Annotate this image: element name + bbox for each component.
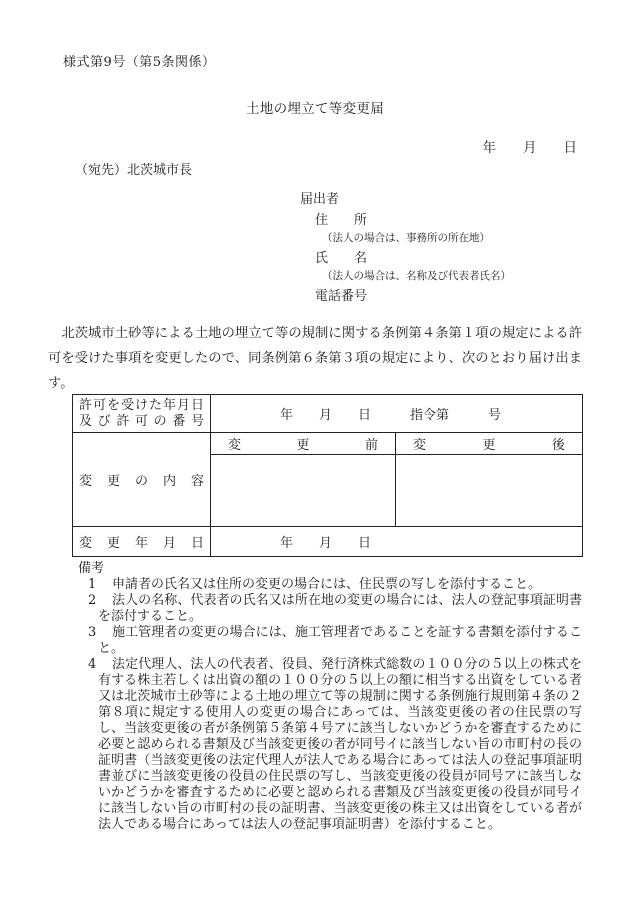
before-change-value-cell — [211, 455, 396, 527]
declarant-block — [300, 193, 511, 303]
change-details-table — [72, 394, 583, 557]
phone-label: 電話番号 — [315, 289, 368, 304]
note-text: 申請者の氏名又は住所の変更の場合には、住民票の写しを添付すること。 — [112, 577, 542, 592]
change-content-header: 変更の内容 — [73, 433, 211, 527]
page-title: 土地の埋立て等変更届 — [246, 101, 384, 117]
body-paragraph: 北茨城市土砂等による土地の埋立て等の規制に関する条例第４条第１項の規定による許可を受けた事項を変更したので、同条例第６条第３項の規定により、次のとおり届け出ます。 — [48, 326, 582, 391]
addressee-line: （宛先）北茨城市長 — [75, 163, 193, 178]
note-text: 施工管理者の変更の場合には、施工管理者であることを証する書類を添付すること。 — [98, 625, 582, 656]
address-label: 住 所 — [315, 213, 368, 228]
before-change-header: 変更前 — [211, 433, 396, 455]
note-number: 4 — [88, 657, 97, 672]
change-date-header: 変更年月日 — [73, 527, 211, 557]
permit-header-line1: 許可を受けた年月日 — [79, 397, 204, 413]
note-text: 法人の名称、代表者の氏名又は所在地の変更の場合には、法人の登記事項証明書を添付すること。 — [98, 593, 582, 624]
after-change-header: 変更後 — [396, 433, 583, 455]
change-date-row — [73, 527, 583, 557]
permit-date-number-header — [73, 395, 211, 433]
note-item-1 — [88, 577, 582, 593]
name-note: （法人の場合は、名称及び代表者氏名） — [322, 270, 511, 282]
submission-date-line: 年 月 日 — [482, 140, 577, 156]
permit-header-line2: 及び許可の番号 — [79, 413, 204, 429]
notes-label: 備考 — [78, 561, 105, 576]
form-number: 様式第9号（第5条関係） — [63, 55, 216, 70]
before-after-header-row — [73, 433, 583, 455]
declarant-label: 届出者 — [300, 192, 340, 207]
notes-section — [48, 561, 584, 833]
name-label: 氏 名 — [315, 251, 368, 266]
permit-row — [73, 395, 583, 433]
after-change-value-cell — [396, 455, 583, 527]
note-item-3 — [88, 625, 582, 657]
note-number: 3 — [88, 625, 97, 640]
address-note: （法人の場合は、事務所の所在地） — [322, 232, 490, 244]
note-item-4 — [88, 657, 582, 833]
change-date-value: 年 月 日 — [211, 527, 583, 557]
note-number: 1 — [88, 577, 97, 592]
note-text: 法定代理人、法人の代表者、役員、発行済株式総数の１００分の５以上の株式を有する株主若しくは出資の額の１００分の５以上の額に相当する出資をしている者又は北茨城市土砂等による土地の埋立て等の規制に関する条例施行規則第４条の２第８項に規定する使用人の変更の場合にあっては、当該変更後の者の住民票の写し、当該変更後の者が条例第５条第４号アに該当しないかどうかを審査するために必要と認められる書類及び当該変更後の者が同号イに該当しない旨の市町村の長の証明書（当該変更後の法定代理人が法人である場合にあっては法人の登記事項証明書並びに当該変更後の役員の住民票の写し、当該変更後の役員が同号アに該当しないかどうかを審査するために必要と認められる書類及び当該変更後の役員が同号イに該当しない旨の市町村の長の証明書、当該変更後の株主又は出資をしている者が法人である場合にあっては法人の登記事項証明書）を添付すること。 — [98, 657, 582, 832]
permit-date-number-value: 年 月 日 指令第 号 — [211, 395, 583, 433]
note-number: 2 — [88, 593, 97, 608]
note-item-2 — [88, 593, 582, 625]
